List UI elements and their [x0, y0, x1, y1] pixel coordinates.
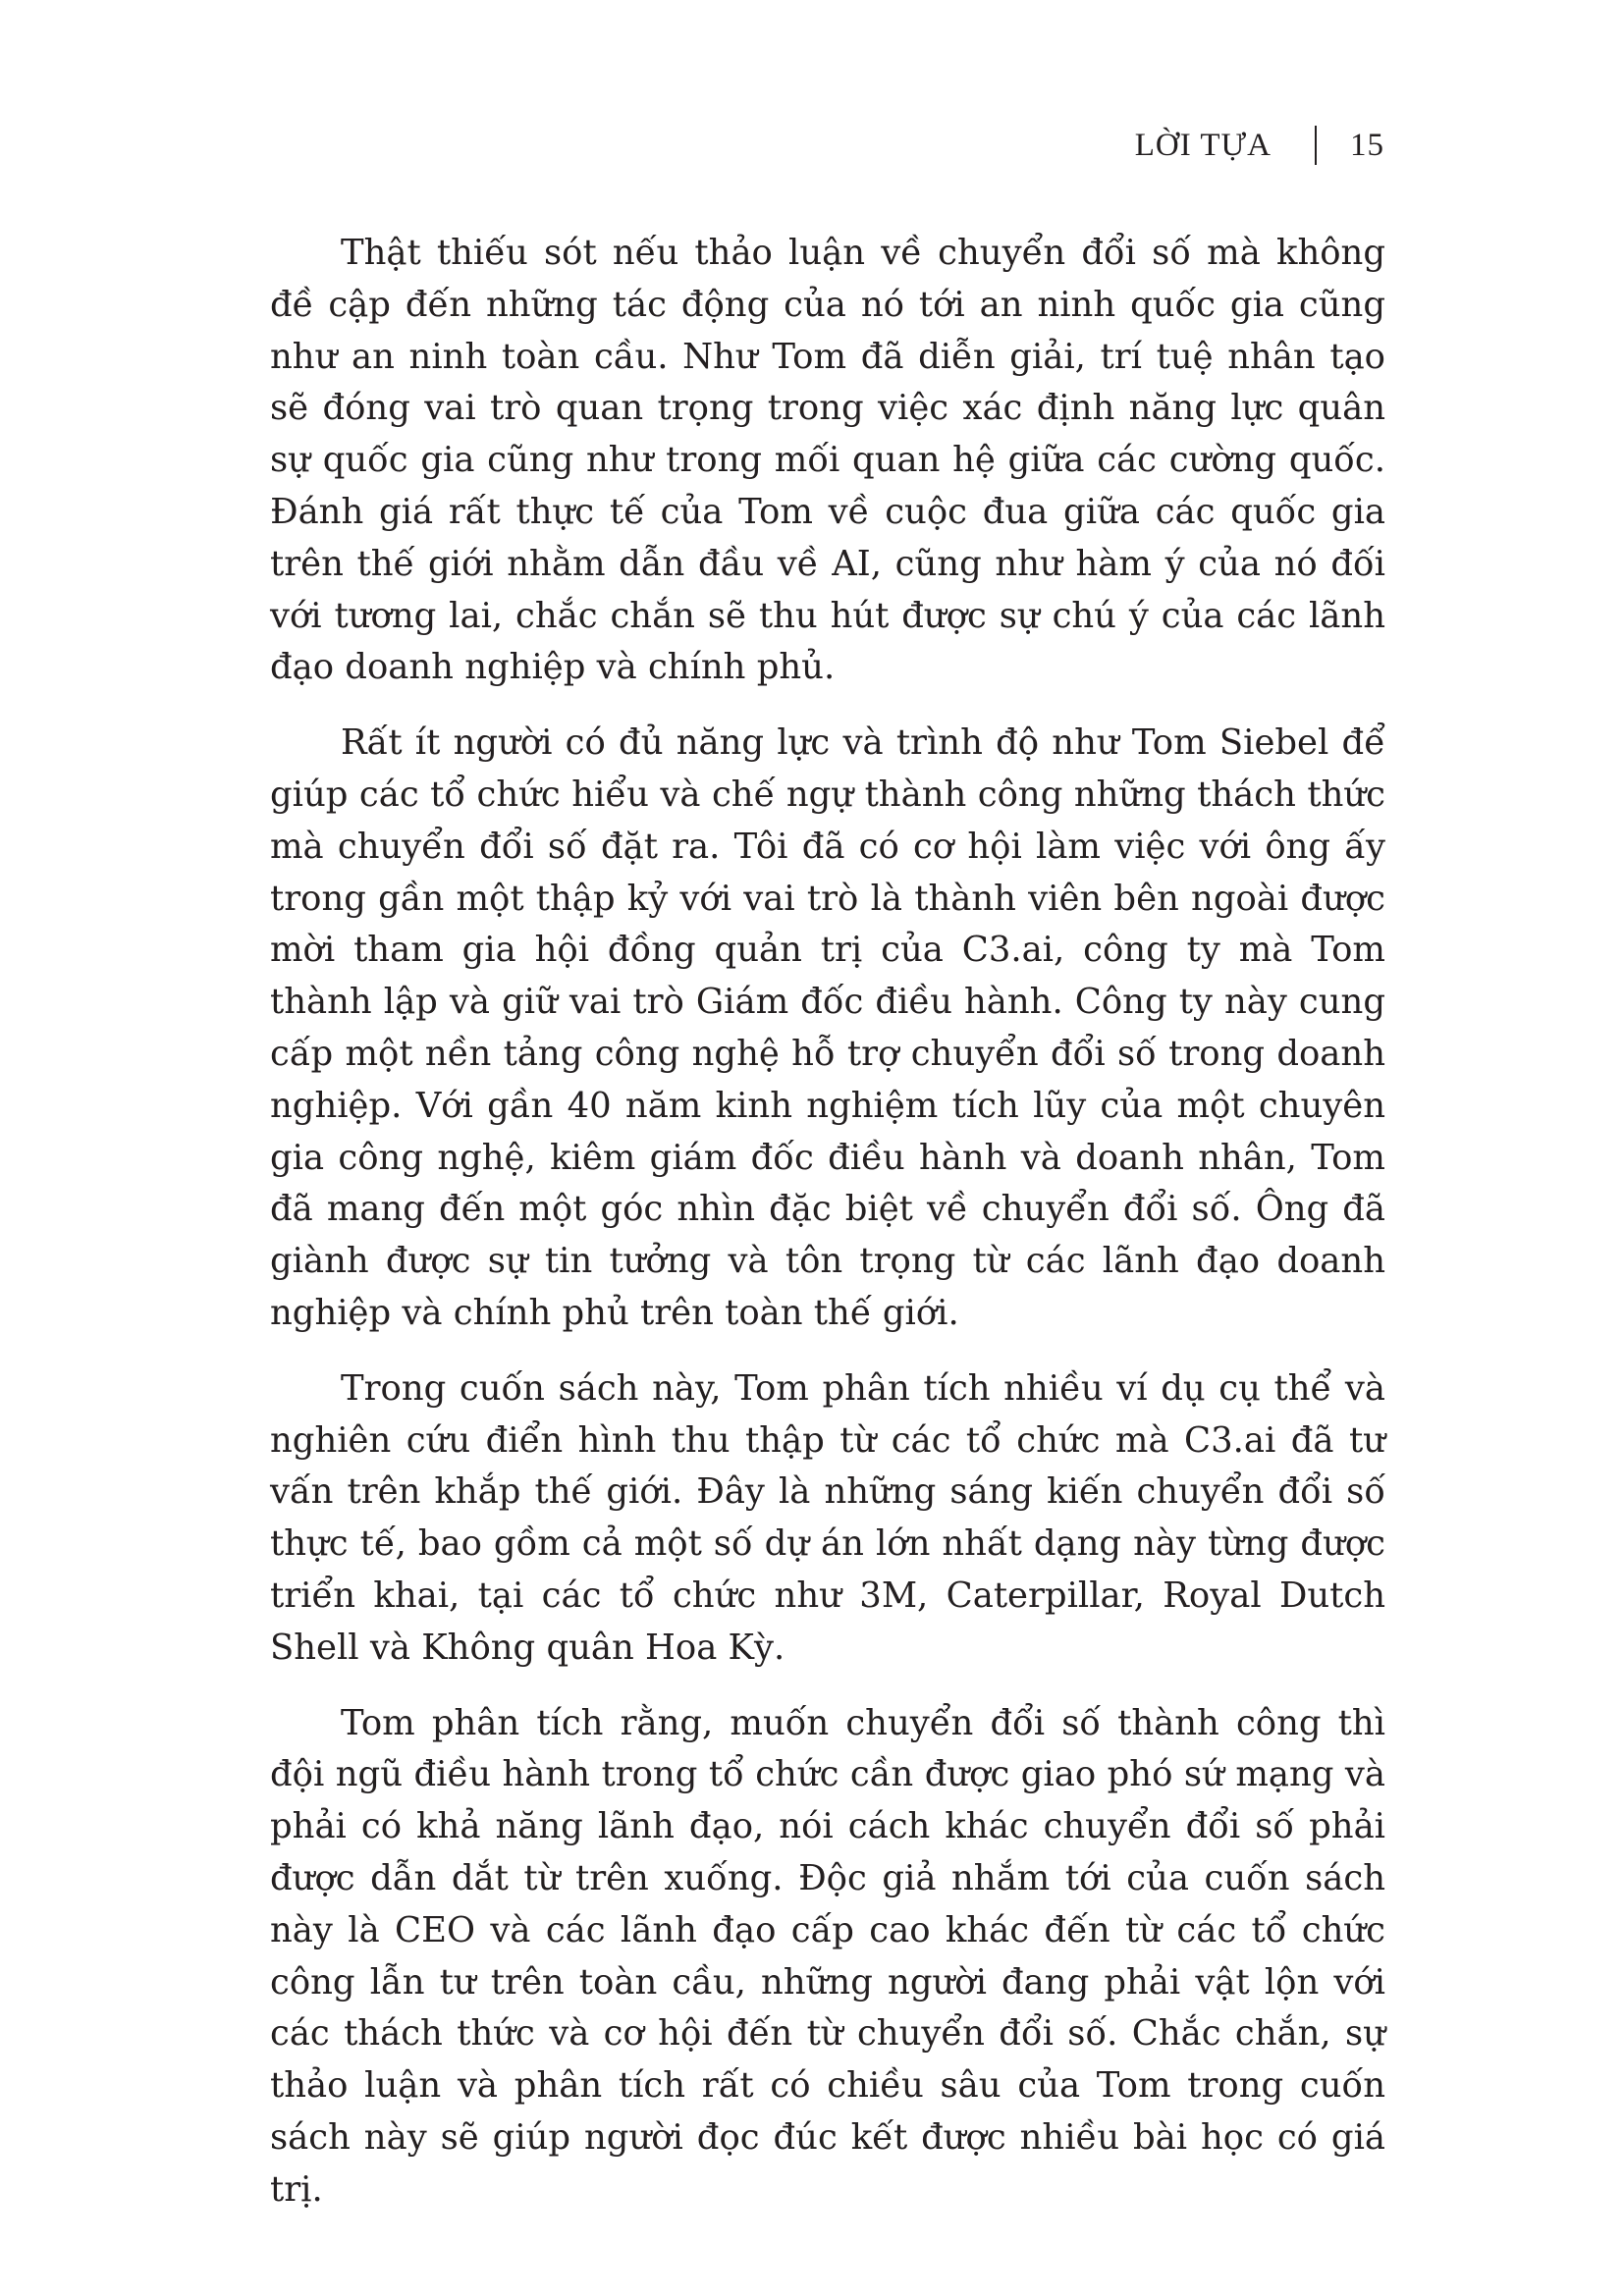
- chapter-title: LỜI TỰA: [1134, 127, 1272, 163]
- paragraph-3: Trong cuốn sách này, Tom phân tích nhiều ví dụ cụ thể và nghiên cứu điển hình thu thập từ các tổ chức mà C3.ai đã tư vấn trên khắp thế giới. Đây là những sáng kiến chuyển đổi số thực tế, bao gồm cả một số dự án lớn nhất dạng này từng được triển khai, tại các tổ chức như 3M, Caterpillar, Royal Dutch Shell và Không quân Hoa Kỳ.: [270, 1367, 1385, 1668]
- page-number: 15: [1350, 127, 1384, 163]
- paragraph-4: Tom phân tích rằng, muốn chuyển đổi số thành công thì đội ngũ điều hành trong tổ chức cần được giao phó sứ mạng và phải có khả năng lãnh đạo, nói cách khác chuyển đổi số phải được dẫn dắt từ trên xuống. Độc giả nhắm tới của cuốn sách này là CEO và các lãnh đạo cấp cao khác đến từ các tổ chức công lẫn tư trên toàn cầu, những người đang phải vật lộn với các thách thức và cơ hội đến từ chuyển đổi số. Chắc chắn, sự thảo luận và phân tích rất có chiều sâu của Tom trong cuốn sách này sẽ giúp người đọc đúc kết được nhiều bài học có giá trị.: [270, 1702, 1385, 2210]
- paragraph-2: Rất ít người có đủ năng lực và trình độ như Tom Siebel để giúp các tổ chức hiểu và chế ngự thành công những thách thức mà chuyển đổi số đặt ra. Tôi đã có cơ hội làm việc với ông ấy trong gần một thập kỷ với vai trò là thành viên bên ngoài được mời tham gia hội đồng quản trị của C3.ai, công ty mà Tom thành lập và giữ vai trò Giám đốc điều hành. Công ty này cung cấp một nền tảng công nghệ hỗ trợ chuyển đổi số trong doanh nghiệp. Với gần 40 năm kinh nghiệm tích lũy của một chuyên gia công nghệ, kiêm giám đốc điều hành và doanh nhân, Tom đã mang đến một góc nhìn đặc biệt về chuyển đổi số. Ông đã giành được sự tin tưởng và tôn trọng từ các lãnh đạo doanh nghiệp và chính phủ trên toàn thế giới.: [270, 722, 1385, 1333]
- paragraph-1: Thật thiếu sót nếu thảo luận về chuyển đổi số mà không đề cập đến những tác động của nó tới an ninh quốc gia cũng như an ninh toàn cầu. Như Tom đã diễn giải, trí tuệ nhân tạo sẽ đóng vai trò quan trọng trong việc xác định năng lực quân sự quốc gia cũng như trong mối quan hệ giữa các cường quốc. Đánh giá rất thực tế của Tom về cuộc đua giữa các quốc gia trên thế giới nhằm dẫn đầu về AI, cũng như hàm ý của nó đối với tương lai, chắc chắn sẽ thu hút được sự chú ý của các lãnh đạo doanh nghiệp và chính phủ.: [270, 233, 1385, 688]
- header-separator: [1315, 126, 1317, 165]
- page-body: [270, 228, 1385, 2239]
- running-header: [1135, 126, 1384, 165]
